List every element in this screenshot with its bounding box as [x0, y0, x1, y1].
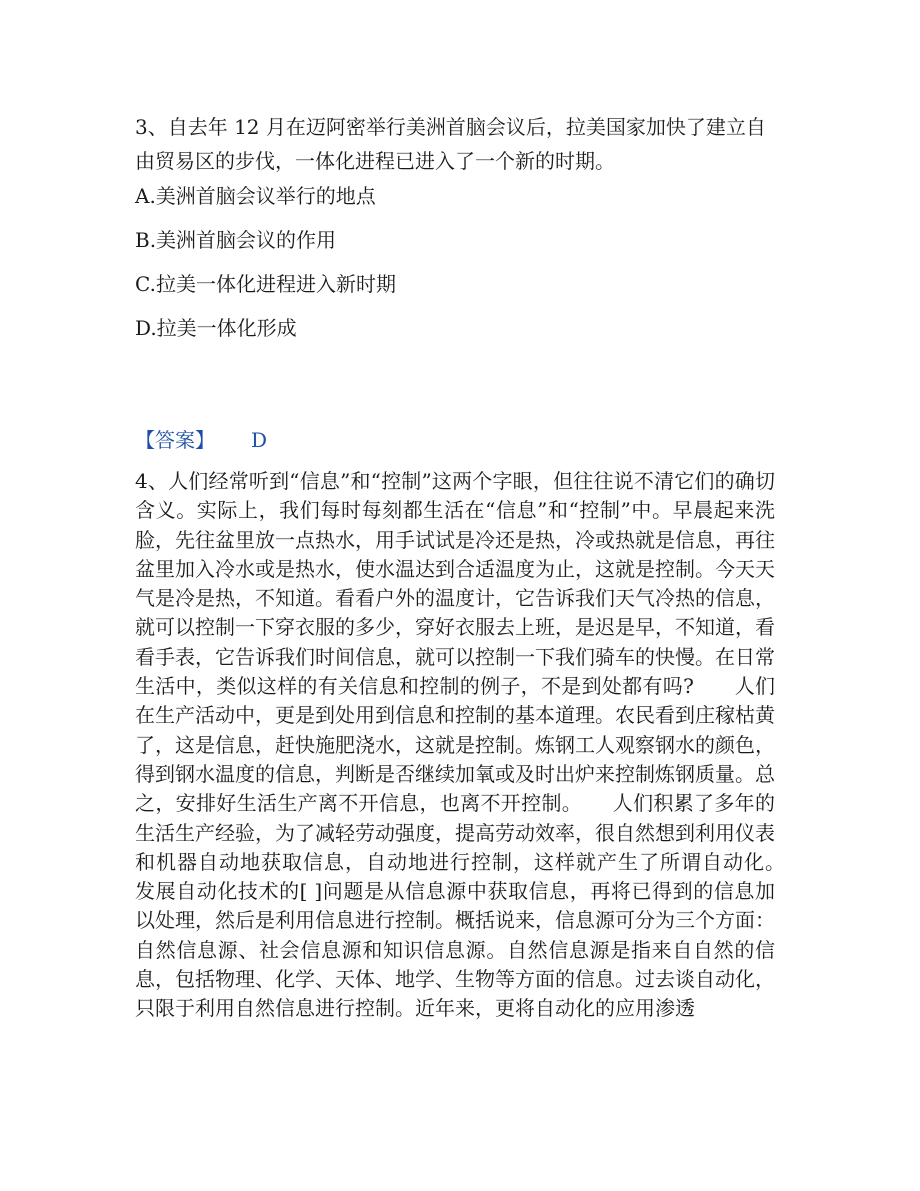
- option-c: C.拉美一体化进程进入新时期: [135, 272, 396, 296]
- answer-row: [135, 426, 267, 454]
- option-b: B.美洲首脑会议的作用: [135, 228, 337, 252]
- question-4-passage: 4、人们经常听到“信息”和“控制”这两个字眼，但往往说不清它们的确切含义。实际上，我们每时每刻都生活在“信息”和“控制”中。早晨起来洗脸，先往盆里放一点热水，用手试试是冷还是热，冷或热就是信息，再往盆里加入冷水或是热水，使水温达到合适温度为止，这就是控制。今天天气是冷是热，不知道。看看户外的温度计，它告诉我们天气冷热的信息，就可以控制一下穿衣服的多少，穿好衣服去上班，是迟是早，不知道，看看手表，它告诉我们时间信息，就可以控制一下我们骑车的快慢。在日常生活中，类似这样的有关信息和控制的例子，不是到处都有吗? 人们在生产活动中，更是到处用到信息和控制的基本道理。农民看到庄稼枯黄了，这是信息，赶快施肥浇水，这就是控制。炼钢工人观察钢水的颜色，得到钢水温度的信息，判断是否继续加氧或及时出炉来控制炼钢质量。总之，安排好生活生产离不开信息，也离不开控制。 人们积累了多年的生活生产经验，为了减轻劳动强度，提高劳动效率，很自然想到利用仪表和机器自动地获取信息，自动地进行控制，这样就产生了所谓自动化。 发展自动化技术的[ ]问题是从信息源中获取信息，再将已得到的信息加以处理，然后是利用信息进行控制。概括说来，信息源可分为三个方面：自然信息源、社会信息源和知识信息源。自然信息源是指来自自然的信息，包括物理、化学、天体、地学、生物等方面的信息。过去谈自动化，只限于利用自然信息进行控制。近年来，更将自动化的应用渗透: [135, 469, 815, 1021]
- question-3-stem: 3、自去年 12 月在迈阿密举行美洲首脑会议后，拉美国家加快了建立自由贸易区的步伐，一体化进程已进入了一个新的时期。: [135, 115, 766, 173]
- option-a: A.美洲首脑会议举行的地点: [135, 184, 376, 208]
- answer-label: 【答案】: [135, 428, 215, 452]
- option-d: D.拉美一体化形成: [135, 316, 297, 340]
- answer-value: D: [251, 428, 268, 452]
